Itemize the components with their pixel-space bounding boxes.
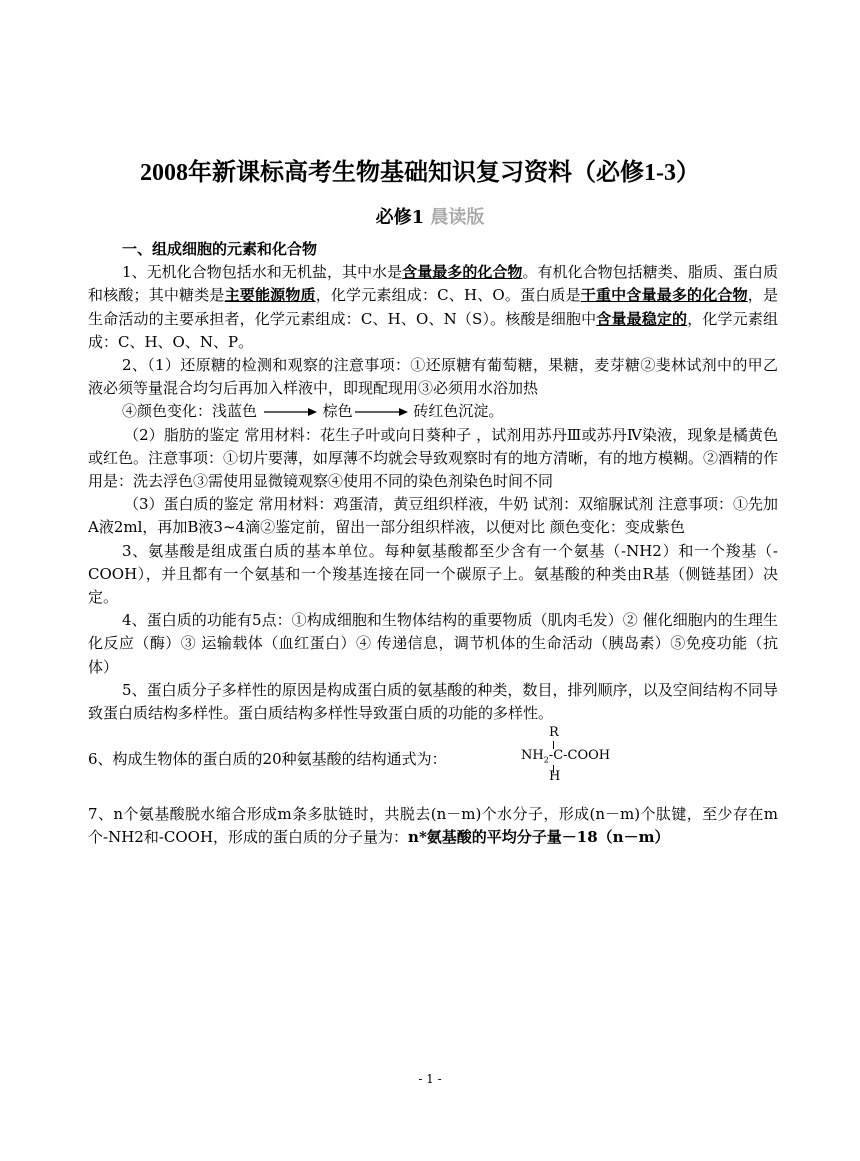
paragraph-1	[88, 261, 778, 354]
structure-r-group: R	[549, 725, 559, 741]
paragraph-8	[88, 803, 778, 849]
p9-formula: n*氨基酸的平均分子量－18（n－m）	[408, 828, 670, 847]
p1-emphasis-1: 含量最多的化合物	[402, 263, 523, 282]
paragraph-7: 5、蛋白质分子多样性的原因是构成蛋白质的氨基酸的种类，数目，排列顺序，以及空间结构不同导致蛋白质结构多样性。蛋白质结构多样性导致蛋白质的功能的多样性。	[88, 680, 778, 723]
amino-acid-structure	[521, 725, 641, 795]
paragraph-6: 4、蛋白质的功能有5点：①构成细胞和生物体结构的重要物质（肌肉毛发）② 催化细胞内的生理生化反应（酶）③ 运输载体（血红蛋白）④ 传递信息，调节机体的生命活动（胰岛素）⑤免疫功能（抗体）	[88, 611, 778, 676]
paragraph-4: （3）蛋白质的鉴定 常用材料：鸡蛋清，黄豆组织样液，牛奶 试剂：双缩脲试剂 注意事项：①先加A液2ml，再加B液3~4滴②鉴定前，留出一部分组织样液，以便对比 颜色变化：变成紫色	[88, 495, 778, 537]
structure-amino: NH	[521, 748, 544, 764]
paragraph-2: 2、（1）还原糖的检测和观察的注意事项：①还原糖有葡萄糖，果糖，麦芽糖②斐林试剂中的甲乙液必须等量混合均匀后再加入样液中，即现配现用③必须用水浴加热	[88, 356, 778, 398]
document-subtitle	[0, 203, 860, 229]
p1-text-d: ，是生命活动的主要承担者，化学元素组成：C、H、O、N（S）。核酸是细胞中	[88, 286, 778, 328]
document-title: 2008年新课标高考生物基础知识复习资料（必修1-3）	[140, 160, 700, 186]
color-change-mid: 棕色	[322, 402, 353, 421]
p1-emphasis-2: 主要能源物质	[224, 286, 316, 305]
document-body	[88, 238, 778, 850]
p1-text-a: 1、无机化合物包括水和无机盐，其中水是	[122, 263, 403, 282]
arrow-right-icon	[353, 407, 409, 417]
p1-emphasis-4: 含量最稳定的	[596, 309, 688, 328]
formula-intro: 6、构成生物体的蛋白质的20种氨基酸的结构通式为：	[88, 750, 447, 769]
color-change-end: 砖红色沉淀。	[413, 402, 504, 421]
p1-text-e: ，化学元素组成：C、H、O、N、P。	[88, 309, 778, 351]
structure-subscript: 2	[543, 755, 549, 765]
color-change-label: ④颜色变化：浅蓝色	[122, 402, 258, 421]
amino-acid-formula-block	[88, 725, 778, 803]
structure-chain: -C-COOH	[548, 748, 611, 764]
p1-text-c: ，化学元素组成：C、H、O。蛋白质是	[315, 286, 581, 305]
structure-hydrogen: H	[549, 769, 561, 785]
page-number: - 1 -	[418, 1072, 442, 1086]
structure-backbone	[521, 748, 610, 769]
paragraph-5: 3、氨基酸是组成蛋白质的基本单位。每种氨基酸都至少含有一个氨基（-NH2）和一个羧基（-COOH），并且都有一个氨基和一个羧基连接在同一个碳原子上。氨基酸的种类由R基（侧链基团）决定。	[88, 541, 778, 607]
subtitle-edition: 晨读版	[430, 207, 485, 228]
subtitle-main: 必修1	[375, 207, 425, 228]
paragraph-3: （2）脂肪的鉴定 常用材料：花生子叶或向日葵种子 ，试剂用苏丹Ⅲ或苏丹Ⅳ染液，现象是橘黄色或红色。注意事项：①切片要薄，如厚薄不均就会导致观察时有的地方清晰，有的地方模糊。②酒精的作用是：洗去浮色③需使用显微镜观察④使用不同的染色剂染色时间不同	[88, 425, 779, 491]
section-heading: 一、组成细胞的元素和化合物	[122, 240, 318, 258]
arrow-right-icon	[262, 407, 318, 417]
p1-text-b: 。有机化合物包括糖类、脂质、蛋白质和核酸；其中糖类是	[88, 263, 778, 305]
p1-emphasis-3: 干重中含量最多的化合物	[580, 286, 748, 305]
p9-text: 7、n个氨基酸脱水缩合形成m条多肽链时，共脱去(n－m)个水分子，形成(n－m)个肽键，至少存在m个-NH2和-COOH，形成的蛋白质的分子量为：	[88, 805, 778, 847]
color-change-line	[88, 400, 778, 423]
